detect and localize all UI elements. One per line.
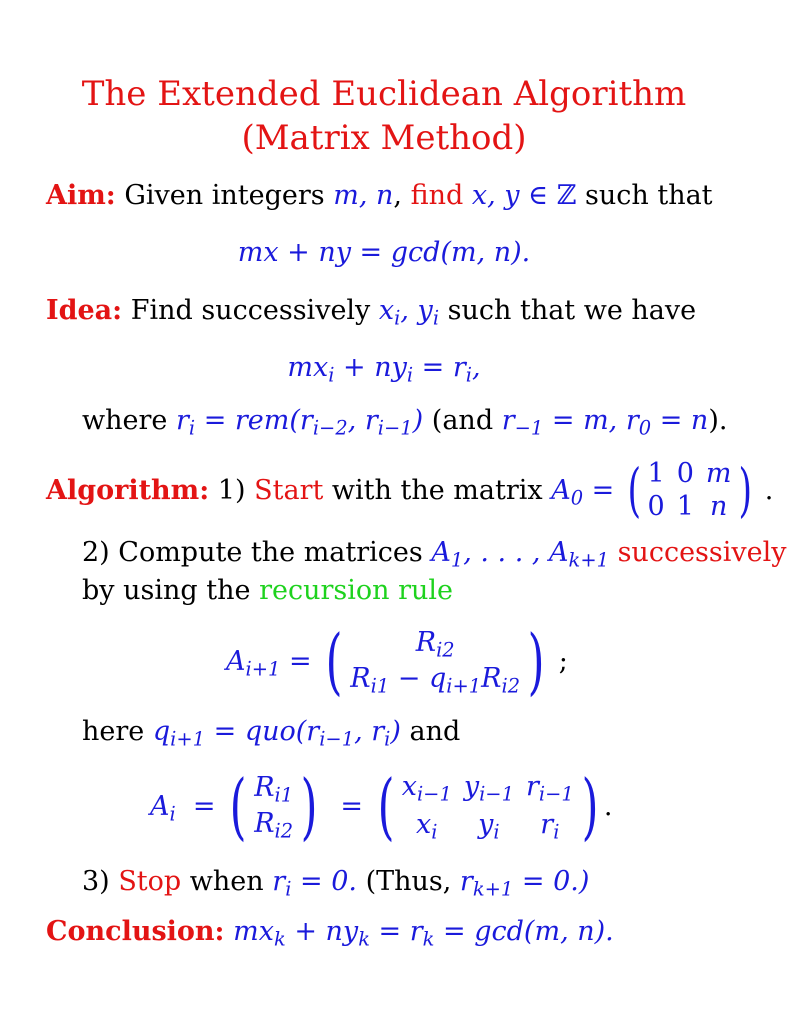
matrix-A0 bbox=[623, 458, 756, 522]
matrix-A0-cell: 0 bbox=[647, 491, 665, 522]
aim-equation: mx + ny = gcd(m, n). bbox=[237, 237, 531, 268]
algorithm-here-line bbox=[82, 716, 461, 751]
algorithm-step3-num: 3) bbox=[82, 866, 110, 897]
ai-xyr-matrix bbox=[372, 764, 604, 848]
algorithm-stop: Stop bbox=[118, 866, 182, 897]
algorithm-step1-num: 1) bbox=[217, 474, 246, 506]
algorithm-label: Algorithm: bbox=[46, 474, 210, 506]
idea-where: where bbox=[82, 405, 168, 436]
algorithm-recursion-rule: recursion rule bbox=[259, 575, 454, 606]
ai-R-row1: $R_{i1}$ bbox=[254, 771, 294, 806]
ai-R-matrix-entries bbox=[252, 770, 295, 843]
algorithm-step2-text: 2) Compute the matrices bbox=[82, 537, 423, 568]
right-paren-icon: ) bbox=[527, 619, 545, 703]
ai-xyr-matrix-entries bbox=[400, 769, 576, 844]
matrix-A0-cell: 1 bbox=[676, 491, 694, 522]
right-paren-icon: ) bbox=[581, 764, 599, 848]
algorithm-and: and bbox=[409, 716, 461, 747]
left-paren-icon: ( bbox=[325, 619, 343, 703]
algorithm-step2-line2 bbox=[82, 575, 453, 606]
recursion-semicolon: ; bbox=[558, 645, 568, 677]
recursion-matrix bbox=[320, 619, 550, 703]
recursion-rule-display bbox=[226, 616, 568, 706]
idea-text: Find successively bbox=[130, 295, 371, 326]
algorithm-quo-expression: $q_{i+1} = quo(r_{i-1}$, $r_i$) bbox=[152, 716, 401, 751]
ai-xyr-cell: $r_{i-1}$ bbox=[525, 770, 574, 805]
ai-xyr-cell: $x_i$ bbox=[416, 809, 438, 844]
matrix-A0-period: . bbox=[764, 474, 774, 506]
aim-comma: , bbox=[393, 180, 402, 211]
ai-xyr-cell: $y_{i-1}$ bbox=[463, 770, 514, 805]
idea-such-that: such that we have bbox=[447, 295, 697, 326]
aim-line bbox=[46, 180, 713, 211]
aim-in-z: ∈ ℤ bbox=[528, 180, 577, 211]
ai-period: . bbox=[603, 790, 613, 822]
ai-xyr-cell: $y_i$ bbox=[478, 809, 500, 844]
idea-initial-values: $r_{-1} = m$, $r_0 = n$ bbox=[501, 405, 709, 440]
idea-equation: $mx_i + ny_i = r_i$, bbox=[287, 352, 481, 387]
algorithm-step1-text: with the matrix bbox=[331, 474, 543, 506]
page-title-line2: (Matrix Method) bbox=[241, 118, 527, 158]
matrix-A0-cell: 0 bbox=[676, 458, 694, 489]
idea-close: ). bbox=[708, 405, 728, 436]
right-paren-icon: ) bbox=[300, 764, 318, 848]
ai-R-matrix bbox=[224, 764, 323, 848]
matrix-A0-cell: n bbox=[710, 491, 728, 522]
recursion-Ai1: $A_{i+1}$ bbox=[226, 645, 281, 680]
aim-vars-xy: x, y bbox=[471, 180, 520, 211]
recursion-eq: = bbox=[288, 645, 312, 677]
conclusion-equation: $mx_k + ny_k = r_k = \gcd(m$, n). bbox=[233, 916, 614, 951]
algorithm-here: here bbox=[82, 716, 145, 747]
right-paren-icon: ) bbox=[738, 456, 752, 524]
ai-xyr-cell: $r_i$ bbox=[540, 809, 560, 844]
algorithm-ri-zero: $r_i = 0$. bbox=[272, 866, 357, 901]
left-paren-icon: ( bbox=[377, 764, 395, 848]
algorithm-step3-line bbox=[82, 866, 590, 901]
matrix-A0-cell: 1 bbox=[647, 458, 665, 489]
idea-yi: $y_i$ bbox=[417, 295, 440, 330]
algorithm-thus: (Thus, bbox=[365, 866, 452, 897]
algorithm-step2-line1 bbox=[82, 537, 787, 572]
ai-definition-display bbox=[150, 760, 612, 852]
idea-line bbox=[46, 295, 697, 330]
matrix-A0-label: $A_0$ bbox=[551, 474, 584, 509]
algorithm-successively: successively bbox=[617, 537, 787, 568]
idea-label: Idea: bbox=[46, 295, 123, 326]
matrix-A0-eq: = bbox=[591, 474, 615, 506]
idea-rem-expression: $r_i = rem(r_{i-2}$, $r_{i-1}$) bbox=[175, 405, 424, 440]
algorithm-step1-line bbox=[46, 448, 773, 532]
ai-eq2: = bbox=[340, 790, 364, 822]
matrix-A0-entries bbox=[646, 458, 734, 522]
left-paren-icon: ( bbox=[229, 764, 247, 848]
idea-and-open: (and bbox=[431, 405, 494, 436]
algorithm-start: Start bbox=[254, 474, 324, 506]
aim-label: Aim: bbox=[46, 180, 116, 211]
aim-vars-mn: m, n bbox=[333, 180, 394, 211]
matrix-A0-cell: m bbox=[705, 458, 732, 489]
ai-R-row2: $R_{i2}$ bbox=[254, 808, 294, 843]
algorithm-by-using: by using the bbox=[82, 575, 251, 606]
ai-label: $A_i$ bbox=[150, 790, 176, 825]
conclusion-line bbox=[46, 916, 614, 951]
aim-find: find bbox=[410, 180, 464, 211]
recursion-matrix-entries bbox=[348, 625, 522, 698]
recursion-top-row: $R_{i2}$ bbox=[415, 626, 455, 661]
page-title-line1: The Extended Euclidean Algorithm bbox=[81, 74, 687, 114]
recursion-bottom-row: $R_{i1} - q_{i+1}R_{i2}$ bbox=[350, 663, 521, 698]
algorithm-rk1-zero: $r_{k+1} = 0$.) bbox=[459, 866, 590, 901]
algorithm-matrices-range: $A_1$, . . . , $A_{k+1}$ bbox=[431, 537, 609, 572]
left-paren-icon: ( bbox=[627, 456, 642, 524]
algorithm-when: when bbox=[189, 866, 264, 897]
ai-eq: = bbox=[192, 790, 216, 822]
ai-xyr-cell: $x_{i-1}$ bbox=[401, 770, 452, 805]
aim-such-that: such that bbox=[585, 180, 713, 211]
idea-xi: $x_i$, bbox=[378, 295, 409, 330]
idea-where-line bbox=[82, 405, 728, 440]
aim-text-given: Given integers bbox=[124, 180, 325, 211]
conclusion-label: Conclusion: bbox=[46, 916, 225, 947]
